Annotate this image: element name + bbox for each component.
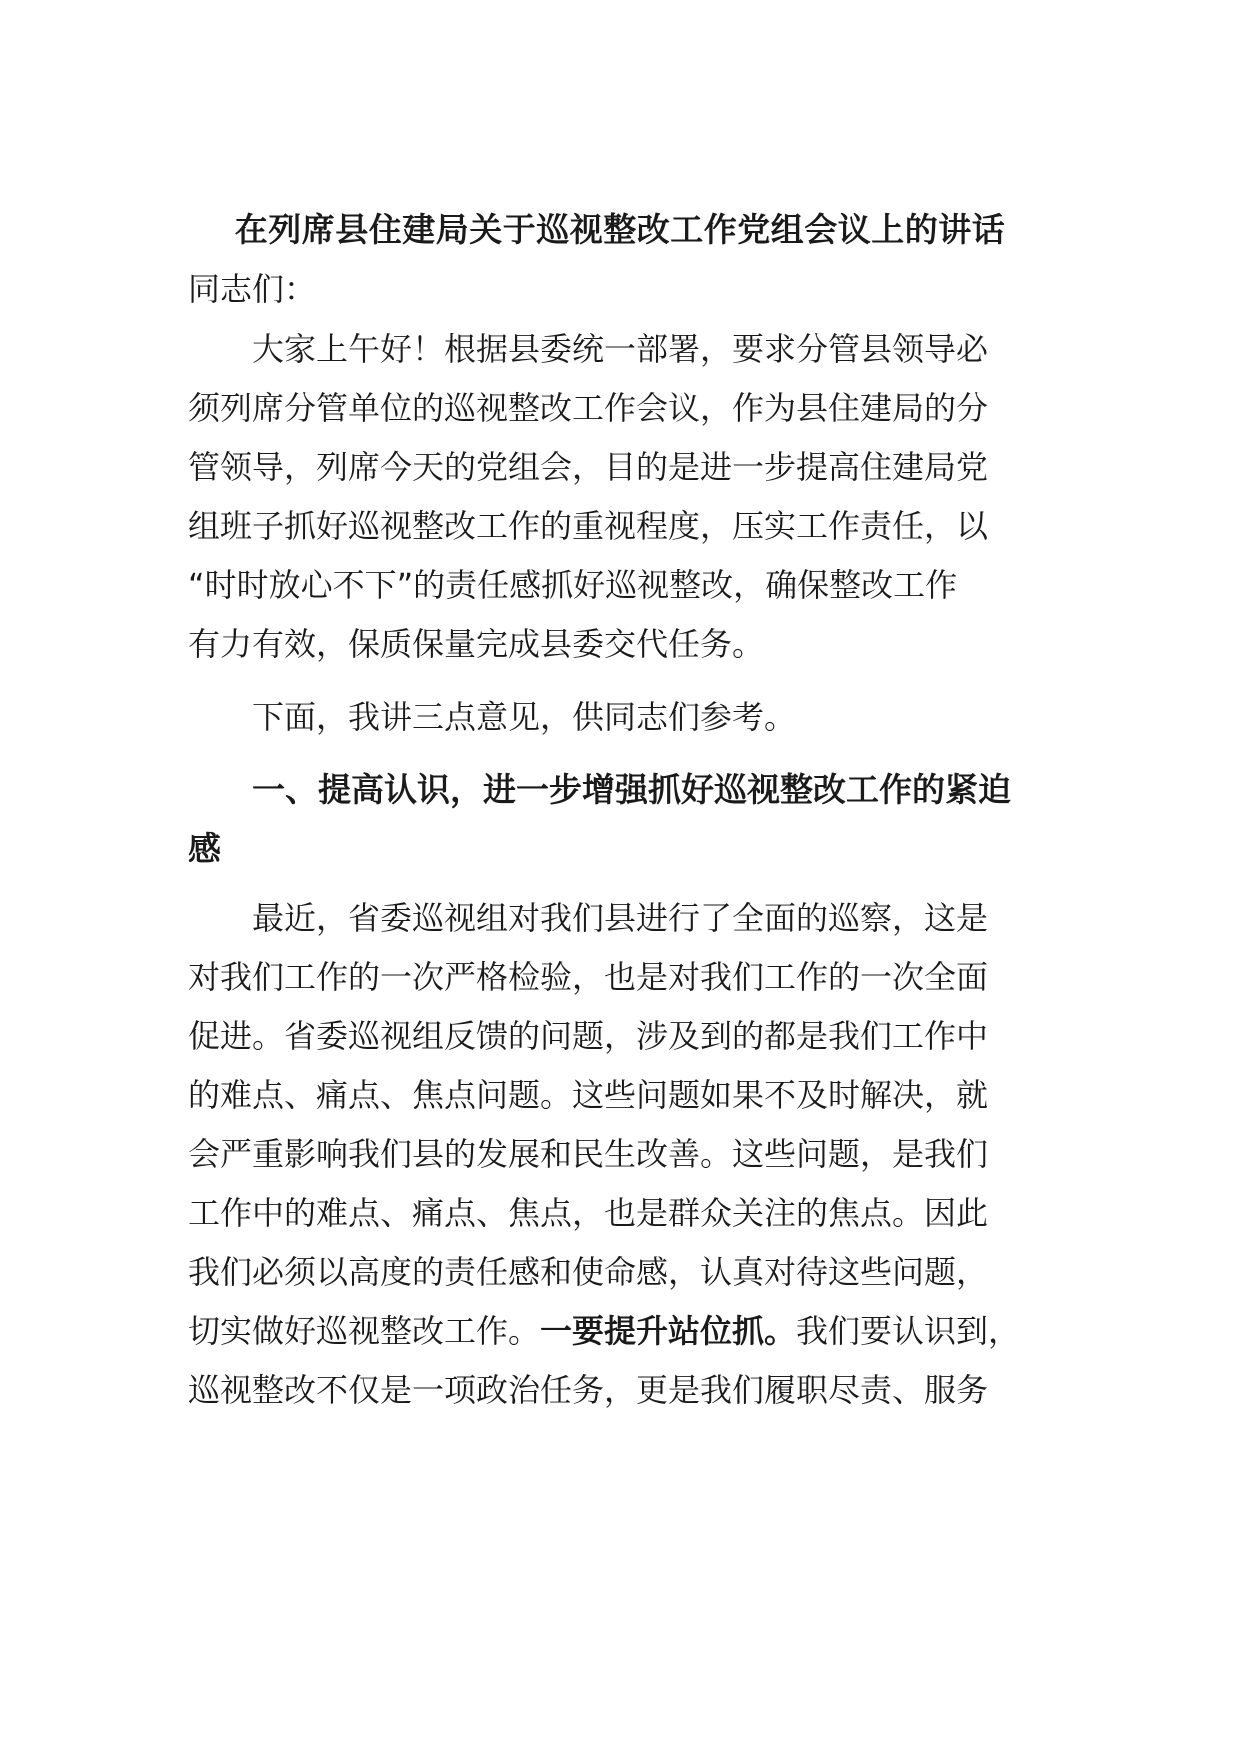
paragraph-line: 工作中的难点、痛点、焦点，也是群众关注的焦点。因此 (188, 1194, 989, 1232)
salutation: 同志们： (188, 270, 317, 308)
paragraph-line: 下面，我讲三点意见，供同志们参考。 (252, 698, 797, 736)
paragraph-line: 促进。省委巡视组反馈的问题，涉及到的都是我们工作中 (188, 1017, 989, 1055)
bold-emphasis: 一要提升站位抓。 (540, 1312, 797, 1350)
section-heading-continued: 感 (188, 829, 221, 868)
paragraph-line: 有力有效，保质保量完成县委交代任务。 (188, 625, 765, 663)
paragraph-line: 最近，省委巡视组对我们县进行了全面的巡察，这是 (252, 899, 989, 937)
paragraph-line: 大家上午好！根据县委统一部署，要求分管县领导必 (252, 330, 989, 368)
paragraph-line: 管领导，列席今天的党组会，目的是进一步提高住建局党 (188, 448, 989, 486)
paragraph-line: 对我们工作的一次严格检验，也是对我们工作的一次全面 (188, 958, 989, 996)
paragraph-text: 切实做好巡视整改工作。 (188, 1312, 541, 1350)
paragraph-line: 须列席分管单位的巡视整改工作会议，作为县住建局的分 (188, 389, 989, 427)
section-heading: 一、提高认识，进一步增强抓好巡视整改工作的紧迫 (252, 770, 1011, 809)
paragraph-line: 巡视整改不仅是一项政治任务，更是我们履职尽责、服务 (188, 1371, 989, 1409)
paragraph-line: 的难点、痛点、焦点问题。这些问题如果不及时解决，就 (188, 1076, 989, 1114)
document-title: 在列席县住建局关于巡视整改工作党组会议上的讲话 (234, 210, 1006, 249)
paragraph-text: 我们要认识到， (796, 1312, 1021, 1350)
paragraph-line: 会严重影响我们县的发展和民生改善。这些问题，是我们 (188, 1135, 989, 1173)
paragraph-line (188, 1298, 1020, 1364)
paragraph-line: “时时放心不下”的责任感抓好巡视整改，确保整改工作 (188, 566, 958, 604)
paragraph-line: 我们必须以高度的责任感和使命感，认真对待这些问题， (188, 1253, 989, 1291)
paragraph-line: 组班子抓好巡视整改工作的重视程度，压实工作责任，以 (188, 507, 989, 545)
